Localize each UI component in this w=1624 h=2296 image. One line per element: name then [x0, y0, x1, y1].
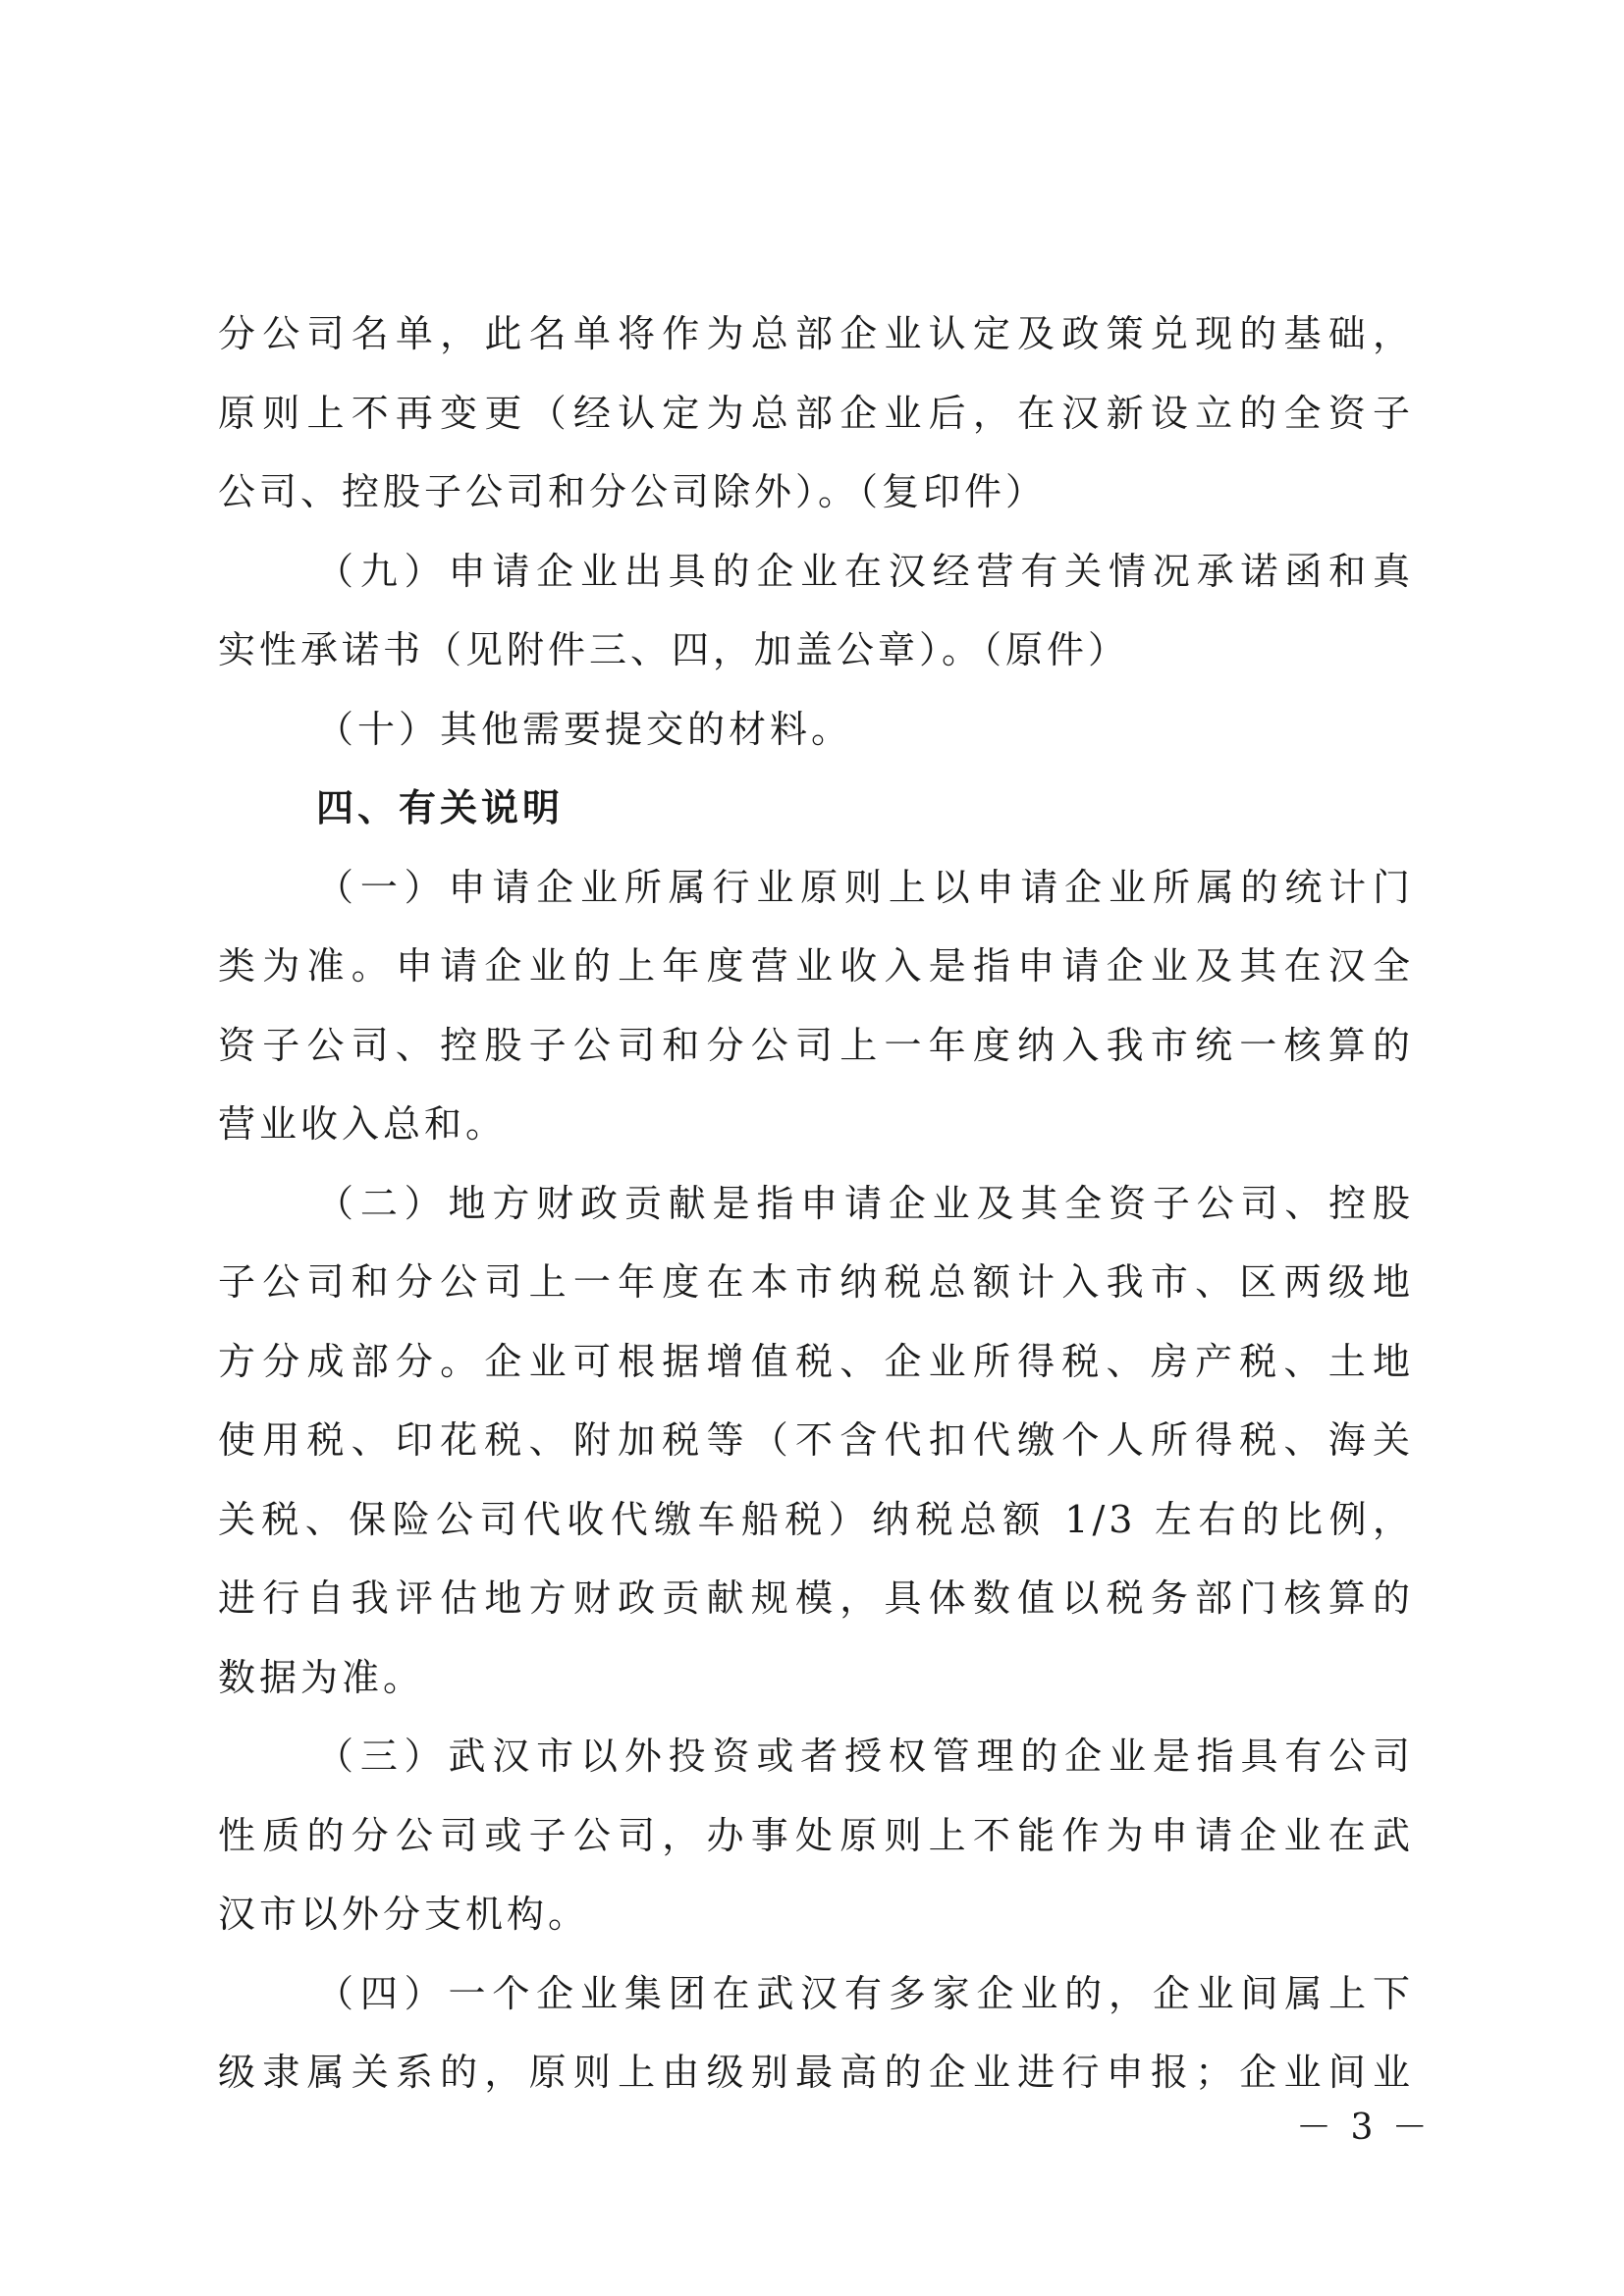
- text-line: 公司、控股子公司和分公司除外）。（复印件）: [218, 470, 1048, 513]
- text-line: （十）其他需要提交的材料。: [316, 707, 853, 751]
- text-line: 子公司和分公司上一年度在本市纳税总额计入我市、区两级地: [218, 1260, 1414, 1304]
- section-heading: 四、有关说明: [316, 786, 565, 829]
- body-text: [218, 294, 1414, 2112]
- text-line: （九）申请企业出具的企业在汉经营有关情况承诺函和真: [316, 549, 1414, 593]
- text-line: 汉市以外分支机构。: [218, 1893, 590, 1936]
- text-line: 关税、保险公司代收代缴车船税）纳税总额 1/3 左右的比例，: [218, 1497, 1414, 1541]
- text-line: 实性承诺书（见附件三、四，加盖公章）。（原件）: [218, 628, 1130, 671]
- text-line: 进行自我评估地方财政贡献规模，具体数值以税务部门核算的: [218, 1576, 1414, 1620]
- text-line: 数据为准。: [218, 1655, 425, 1699]
- text-line: 资子公司、控股子公司和分公司上一年度纳入我市统一核算的: [218, 1023, 1414, 1067]
- text-line: 级隶属关系的，原则上由级别最高的企业进行申报；企业间业: [218, 2051, 1414, 2094]
- text-line: （一）申请企业所属行业原则上以申请企业所属的统计门: [316, 865, 1414, 909]
- text-line: 类为准。申请企业的上年度营业收入是指申请企业及其在汉全: [218, 944, 1414, 988]
- text-line: 营业收入总和。: [218, 1102, 508, 1146]
- text-line: （四）一个企业集团在武汉有多家企业的，企业间属上下: [316, 1971, 1414, 2015]
- page-number: － 3 －: [1296, 2108, 1432, 2148]
- text-line: 原则上不再变更（经认定为总部企业后，在汉新设立的全资子: [218, 391, 1414, 435]
- text-line: 使用税、印花税、附加税等（不含代扣代缴个人所得税、海关: [218, 1418, 1414, 1462]
- text-line: 分公司名单，此名单将作为总部企业认定及政策兑现的基础，: [218, 312, 1414, 355]
- text-line: （二）地方财政贡献是指申请企业及其全资子公司、控股: [316, 1181, 1414, 1225]
- text-line: （三）武汉市以外投资或者授权管理的企业是指具有公司: [316, 1735, 1414, 1778]
- text-line: 性质的分公司或子公司，办事处原则上不能作为申请企业在武: [218, 1813, 1414, 1857]
- text-line: 方分成部分。企业可根据增值税、企业所得税、房产税、土地: [218, 1339, 1414, 1383]
